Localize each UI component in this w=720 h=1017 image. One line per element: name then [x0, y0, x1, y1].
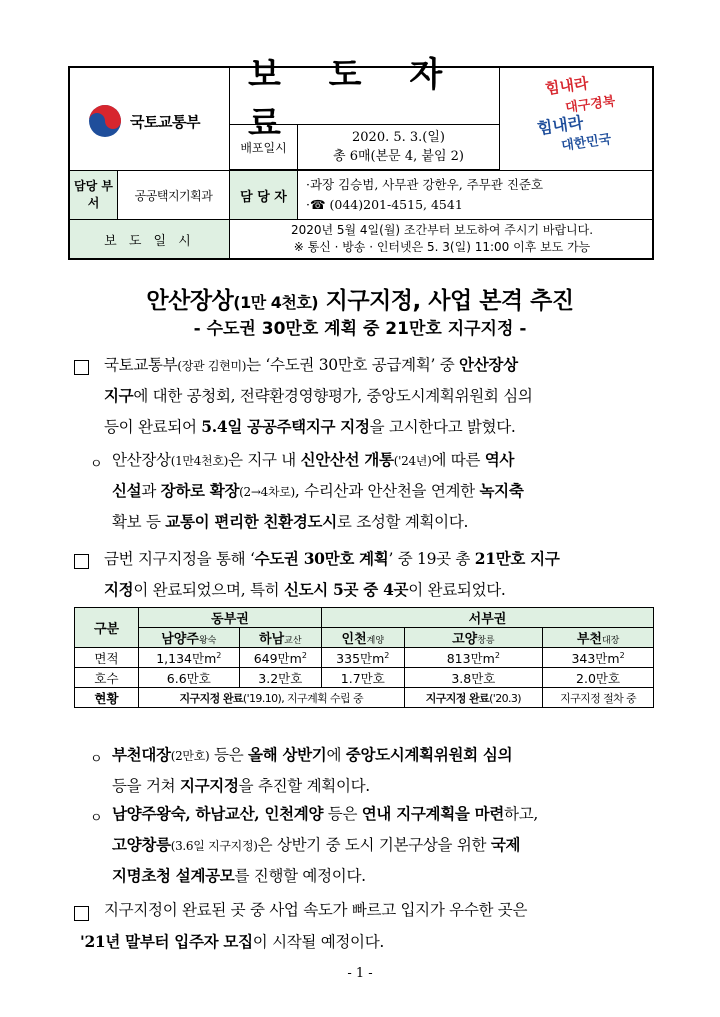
ministry-logo-cell: [70, 68, 230, 170]
taegeuk-emblem-icon: [88, 104, 122, 138]
distribution-pages: 총 6매(본문 4, 붙임 2): [333, 149, 464, 164]
row-label: 현황: [75, 688, 139, 708]
paragraph-2-line-3: 확보 등 교통이 편리한 친환경도시로 조성할 계획이다.: [112, 512, 469, 531]
release-label: 보 도 일 시: [70, 220, 230, 258]
distribution-date: 2020. 5. 3.(일): [352, 130, 445, 145]
district-header: 남양주왕숙: [139, 628, 240, 648]
paragraph-5-line-2: 고양창릉(3.6일 지구지정)은 상반기 중 도시 기본구상을 위한 국제: [112, 835, 521, 854]
release-line-2: ※ 통신 · 방송 · 인터넷은 5. 3(일) 11:00 이후 보도 가능: [293, 240, 591, 254]
table-row: [75, 648, 654, 668]
table-cell: 6.6만호: [139, 668, 240, 688]
table-cell: 3.2만호: [239, 668, 321, 688]
headline: 안산장상(1만 4천호) 지구지정, 사업 본격 추진: [146, 288, 574, 314]
table-cell: 1.7만호: [322, 668, 405, 688]
table-row: [75, 688, 654, 708]
paragraph-3: 금번 지구지정을 통해 ‘수도권 30만호 계획’ 중 19곳 총 21만호 지구: [104, 549, 560, 568]
slogan-logo: [500, 68, 654, 170]
table-cell: 343만$m^2$: [543, 648, 654, 668]
person-phone: ·☎ (044)201-4515, 4541: [306, 197, 463, 212]
table-cell: 지구지정 완료('19.10), 지구계획 수립 중: [139, 688, 405, 708]
region-west: 서부권: [322, 608, 654, 628]
distribution-label: 배포일시: [230, 125, 298, 170]
district-header: 고양창릉: [404, 628, 543, 648]
slogan-line-1: 힘내라: [544, 74, 590, 98]
table-cell: 649만$m^2$: [239, 648, 321, 668]
paragraph-2: 안산장상(1만4천호)은 지구 내 신안산선 개통('24년)에 따른 역사: [112, 450, 515, 469]
release-row: [70, 220, 652, 258]
person-label: 담 당 자: [230, 171, 298, 219]
paragraph-6-line-2: '21년 말부터 입주자 모집이 시작될 예정이다.: [80, 932, 385, 951]
press-release-header: [68, 55, 654, 260]
table-cell: 335만$m^2$: [322, 648, 405, 668]
district-header: 하남교산: [239, 628, 321, 648]
slogan-line-2: 대구경북: [564, 94, 617, 116]
paragraph-1: 국토교통부(장관 김현미)는 ‘수도권 30만호 공급계획’ 중 안산장상: [104, 355, 518, 374]
table-cell: 2.0만호: [543, 668, 654, 688]
district-header: 부천대장: [543, 628, 654, 648]
dept-value: 공공택지기획과: [118, 171, 230, 219]
contact-row: [70, 170, 652, 220]
paragraph-1-line-2: 지구에 대한 공청회, 전략환경영향평가, 중앙도시계획위원회 심의: [104, 386, 533, 405]
dept-label: 담당 부서: [70, 171, 118, 219]
paragraph-2-line-2: 신설과 장하로 확장(2→4차로), 수리산과 안산천을 연계한 녹지축: [112, 481, 524, 500]
paragraph-4-line-2: 등을 거쳐 지구지정을 추진할 계획이다.: [112, 776, 370, 795]
table-cell: 3.8만호: [404, 668, 543, 688]
release-info: [230, 220, 654, 258]
slogan-line-3: 힘내라: [535, 112, 585, 138]
release-line-1: 2020년 5월 4일(월) 조간부터 보도하여 주시기 바랍니다.: [290, 223, 594, 237]
paragraph-1-line-3: 등이 완료되어 5.4일 공공주택지구 지정을 고시한다고 밝혔다.: [104, 417, 516, 436]
region-east: 동부권: [139, 608, 322, 628]
table-cell: 지구지정 완료('20.3): [404, 688, 543, 708]
row-label: 호수: [75, 668, 139, 688]
paragraph-4: 부천대장(2만호) 등은 올해 상반기에 중앙도시계획위원회 심의: [112, 745, 513, 764]
subheadline: - 수도권 30만호 계획 중 21만호 지구지정 -: [193, 319, 527, 339]
person-names: ·과장 김승범, 사무관 강한우, 주무관 진준호: [306, 177, 544, 192]
paragraph-5-line-3: 지명초청 설계공모를 진행할 예정이다.: [112, 866, 366, 885]
document-title: 보 도 자 료: [248, 55, 461, 144]
ministry-name: 국토교통부: [130, 112, 200, 131]
district-header: 인천계양: [322, 628, 405, 648]
page-number: - 1 -: [347, 966, 373, 981]
table-cell: 813만$m^2$: [404, 648, 543, 668]
row-label: 면적: [75, 648, 139, 668]
circle-bullet-icon: ㅇ: [90, 811, 103, 826]
checkbox-bullet-icon: [74, 906, 89, 921]
table-cell: 지구지정 절차 중: [543, 688, 654, 708]
paragraph-6: 지구지정이 완료된 곳 중 사업 속도가 빠르고 입지가 우수한 곳은: [104, 901, 528, 919]
slogan-line-4: 대한민국: [560, 132, 613, 154]
table-row: [75, 668, 654, 688]
table-corner: 구분: [75, 608, 139, 648]
checkbox-bullet-icon: [74, 360, 89, 375]
table-cell: 1,134만$m^2$: [139, 648, 240, 668]
circle-bullet-icon: ㅇ: [90, 457, 103, 472]
paragraph-5: 남양주왕숙, 하남교산, 인천계양 등은 연내 지구계획을 마련하고,: [112, 804, 538, 823]
circle-bullet-icon: ㅇ: [90, 752, 103, 767]
checkbox-bullet-icon: [74, 554, 89, 569]
slogan-calligraphy-icon: [500, 68, 654, 170]
paragraph-3-line-2: 지정이 완료되었으며, 특히 신도시 5곳 중 4곳이 완료되었다.: [104, 580, 506, 599]
person-info: [298, 171, 654, 219]
district-status-table: [74, 607, 654, 708]
distribution-info: [298, 125, 500, 170]
